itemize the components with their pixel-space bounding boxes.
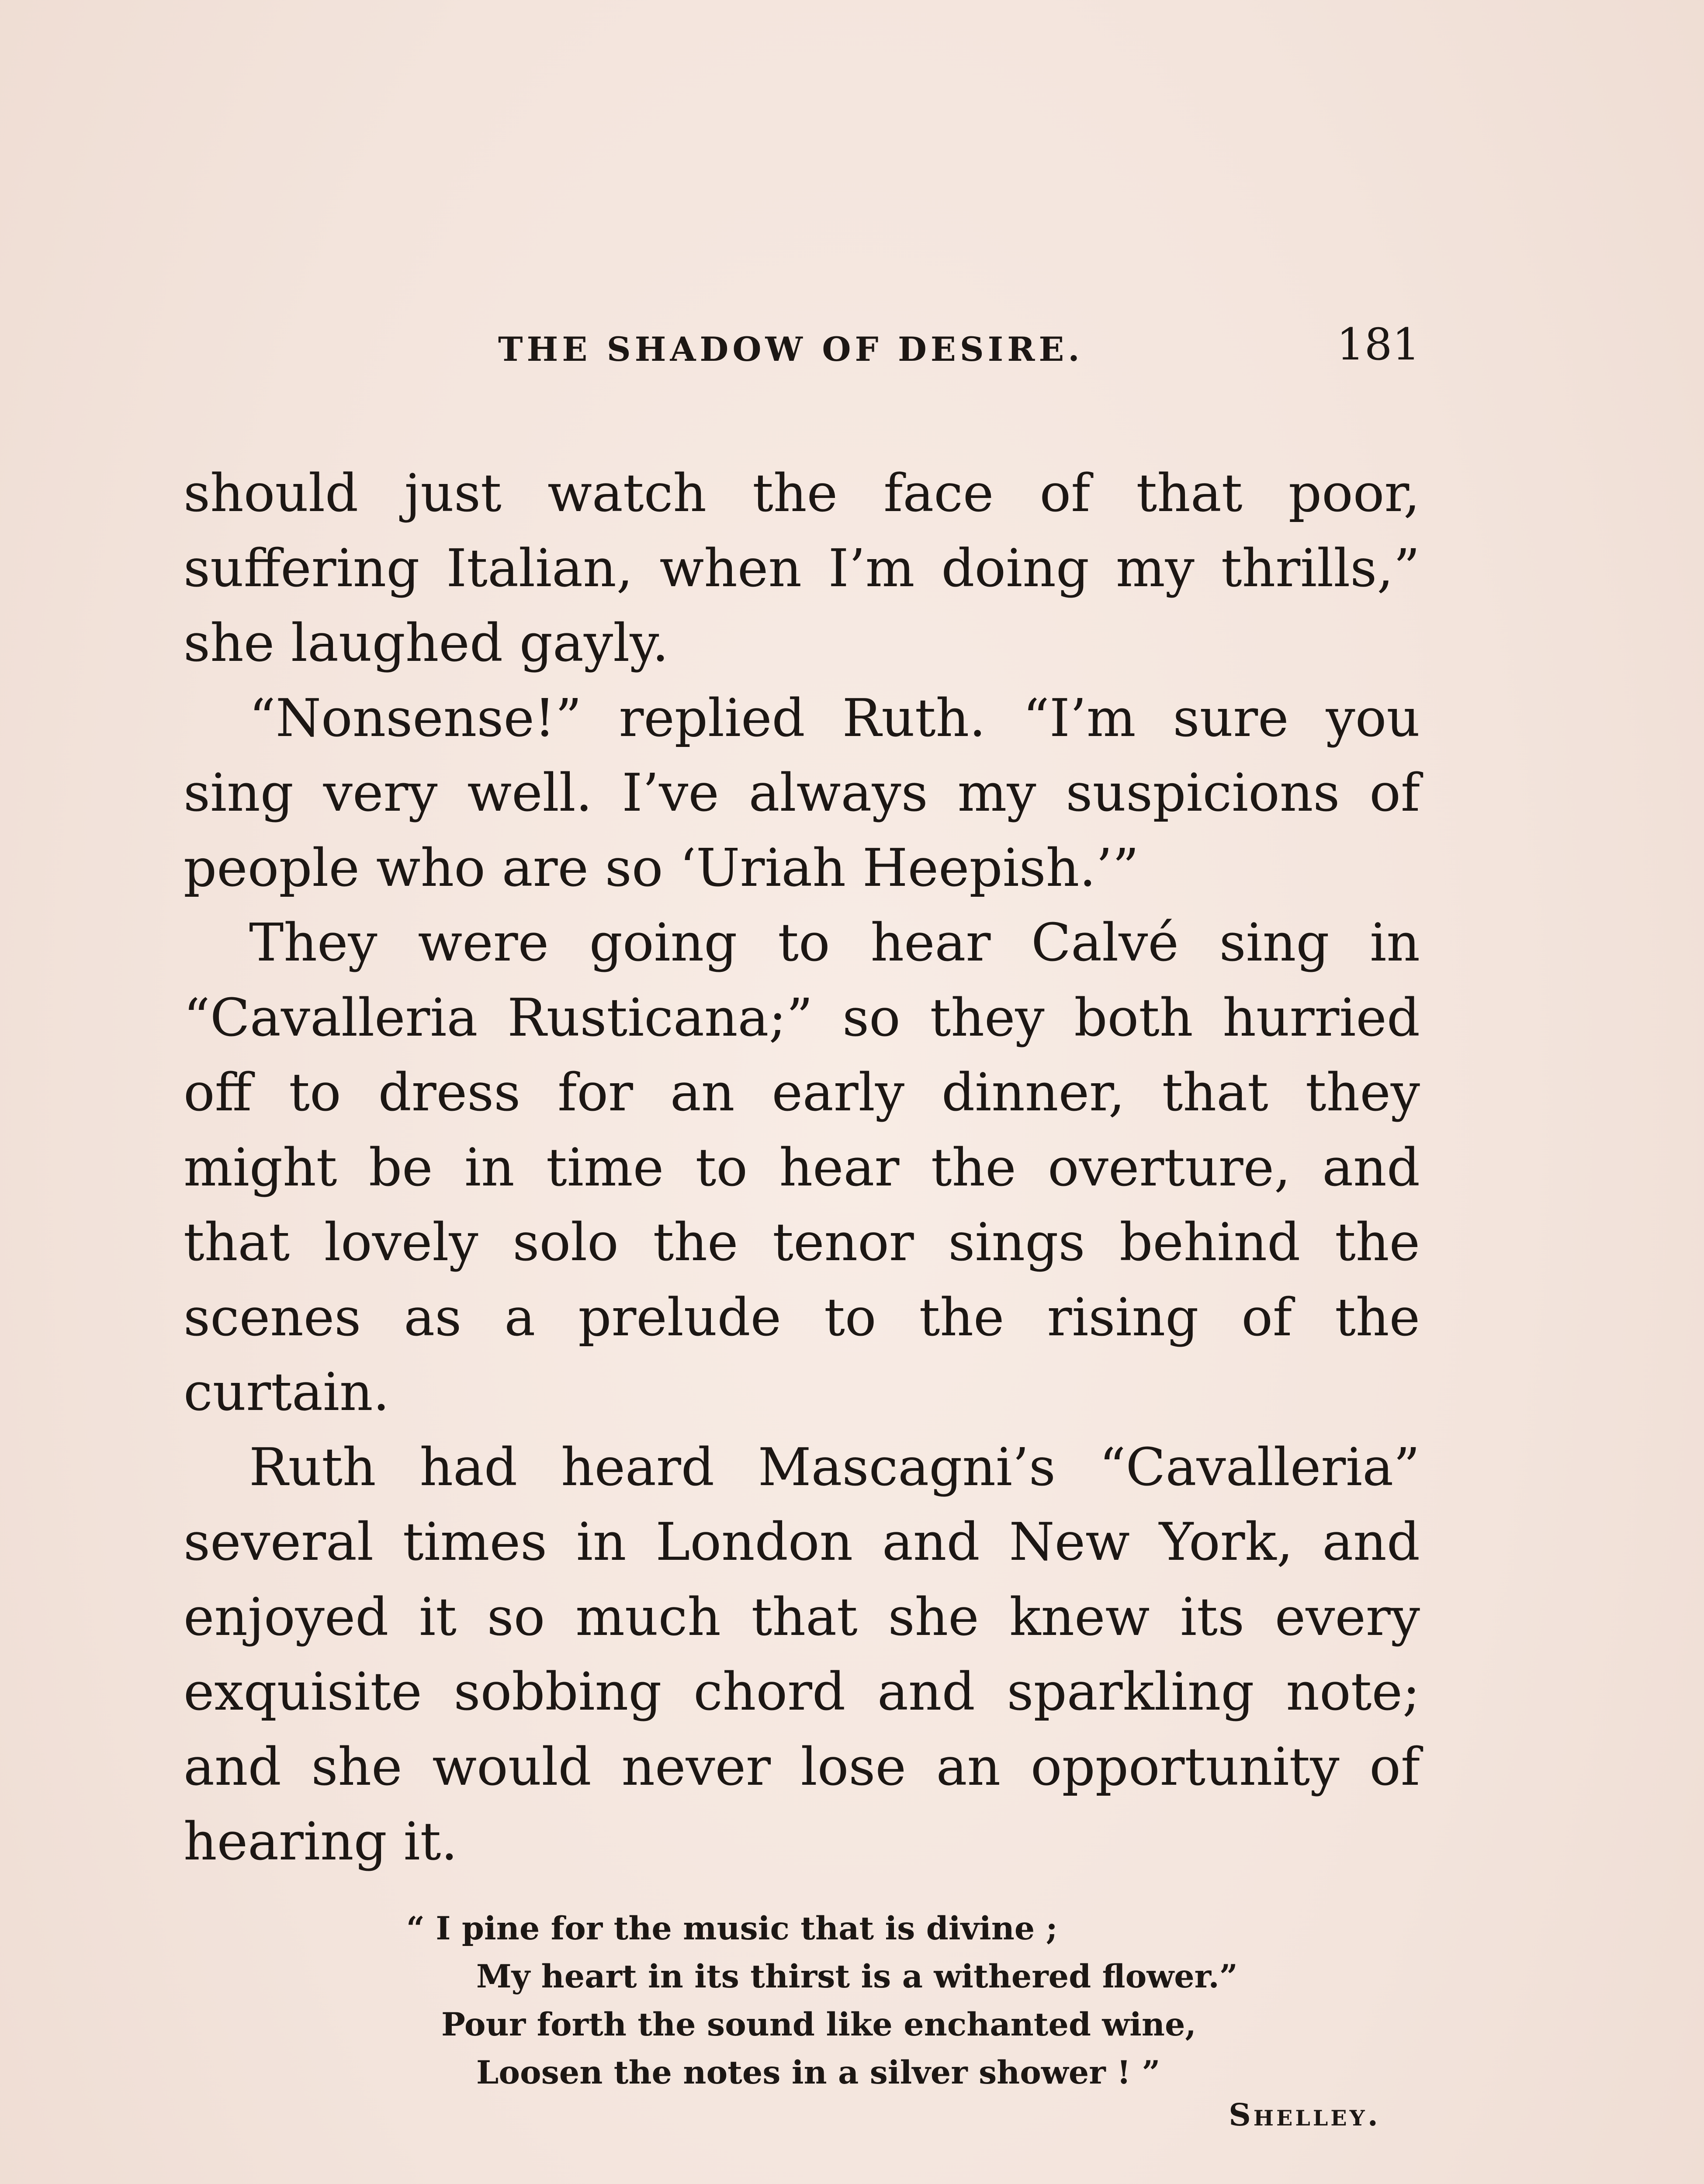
poem-attribution: Shelley.: [1229, 2097, 1381, 2133]
paragraph: should just watch the face of that poor, suffering Italian, when I’m doing my thrills,” she laughed gayly.: [184, 463, 1420, 674]
poem-line: My heart in its thirst is a withered flower.”: [476, 1958, 1238, 1995]
running-title: THE SHADOW OF DESIRE.: [498, 330, 1084, 369]
page-header: [184, 319, 1420, 380]
poem-line: “ I pine for the music that is divine ;: [406, 1910, 1058, 1947]
page-number: 181: [1337, 319, 1420, 370]
paragraph: They were going to hear Calvé sing in “Cavalleria Rusticana;” so they both hurried off to dress for an early dinner, that they might be in time to hear the overture, and that lovely solo the tenor sings behind the scenes as a prelude to the rising of the curtain.: [184, 913, 1420, 1423]
paragraph: Ruth had heard Mascagni’s “Cavalleria” several times in London and New York, and enjoyed it so much that she knew its every exquisite sobbing chord and sparkling note; and she would never lose an opportunity of hearing it.: [184, 1437, 1420, 1872]
poem-line: Pour forth the sound like enchanted wine,: [441, 2006, 1196, 2043]
poem-line: Loosen the notes in a silver shower ! ”: [476, 2054, 1160, 2091]
epigraph-poem: [406, 1904, 1411, 2097]
paragraph: “Nonsense!” replied Ruth. “I’m sure you sing very well. I’ve always my suspicions of people who are so ‘Uriah Heepish.’”: [184, 688, 1420, 898]
body-text: [184, 456, 1420, 1880]
